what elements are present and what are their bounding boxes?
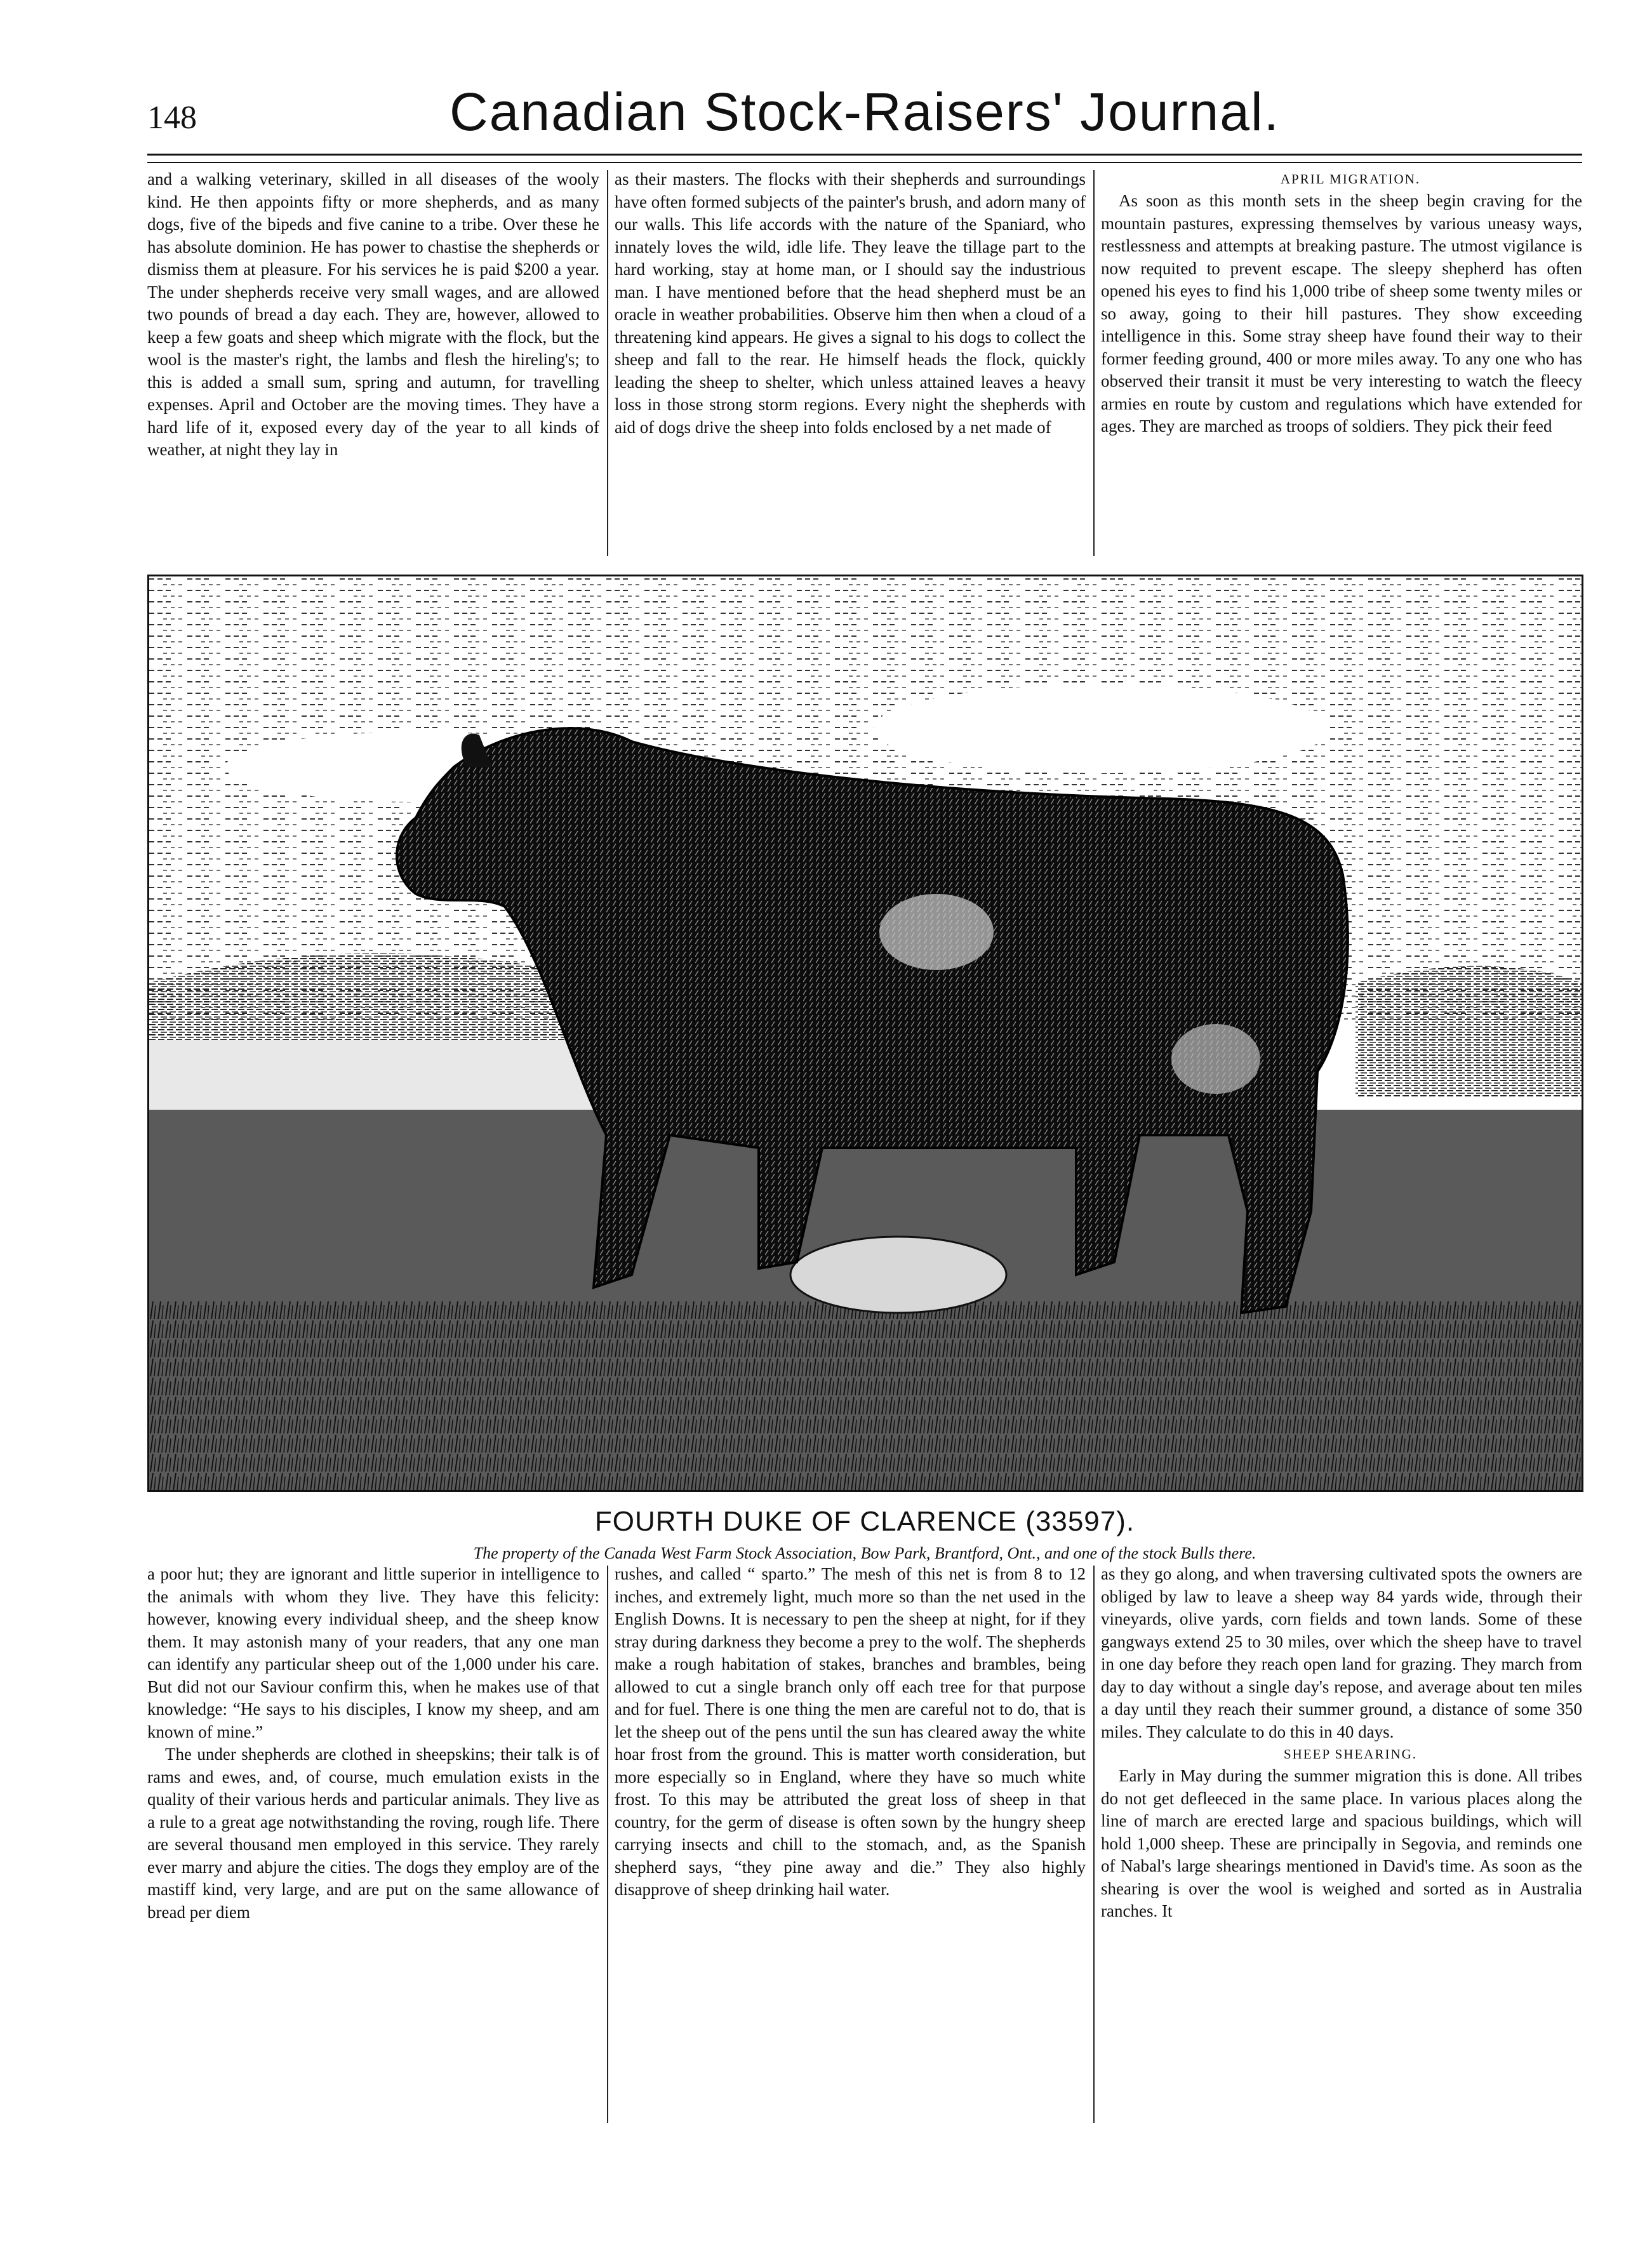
header-rule xyxy=(147,154,1582,163)
bottom-column-1 xyxy=(147,1563,599,2122)
section-heading-april-migration: APRIL MIGRATION. xyxy=(1280,171,1421,187)
column-rule xyxy=(1093,170,1095,556)
bull-engraving xyxy=(147,575,1583,1492)
column-rule xyxy=(607,170,608,556)
bottom-column-1-para-1: a poor hut; they are ignorant and little superior in intelligence to the animals with whom they live. They have this felicity: however, knowing every individual sheep, and the sheep know them. It may astonish many of your readers, that any one man can identify any particular sheep out of the 1,000 under his care. But did not our Saviour confirm this, when he makes use of that knowledge: “He says to his disciples, I know my sheep, and am known of mine.” xyxy=(147,1564,599,1741)
bottom-column-2-text: rushes, and called “ sparto.” The mesh of this net is from 8 to 12 inches, and extremely light, much more so than the net used in the English Downs. It is necessary to pen the sheep at night, for if they stray during darkness they become a prey to the wolf. The shepherds make a rough habitation of stakes, branches and brambles, being allowed to cut a single branch only off each tree for that purpose and for fuel. There is one thing the men are careful not to do, that is let the sheep out of the pens until the sun has cleared away the white hoar frost from the ground. This is matter worth consideration, but more especially so in England, where they have so much white frost. To this may be attributed the great loss of sheep in that country, for the germ of disease is often sown by the hungry sheep carrying insects and chill to the stomach, and, as the Spanish shepherd says, “they pine away and die.” They also highly disapprove of sheep drinking hail water. xyxy=(615,1564,1086,1899)
illustration-caption: The property of the Canada West Farm Stock Association, Bow Park, Brantford, Ont., and one of the stock Bulls there. xyxy=(473,1544,1256,1562)
top-column-2-text: as their masters. The flocks with their shepherds and surroundings have often formed subjects of the painter's brush, and adorn many of our walls. This life accords with the nature of the Spaniard, who innately loves the wild, idle life. They leave the tillage part to the hard working, stay at home man, or I should say the industrious man. I have mentioned before that the head shepherd must be an oracle in weather probabilities. Observe him then when a cloud of a threatening kind appears. He gives a signal to his dogs to collect the sheep and fall to the rear. He himself heads the flock, quickly leading the sheep to shelter, which unless attained leaves a heavy loss in those strong storm regions. Every night the shepherds with aid of dogs drive the sheep into folds enclosed by a net made of xyxy=(615,170,1086,437)
top-column-1-text: and a walking veterinary, skilled in all diseases of the wooly kind. He then appoints fifty or more shepherds, and as many dogs, five of the bipeds and five canine to a tribe. Over these he has absolute dominion. He has power to chastise the shepherds or dismiss them at pleasure. For his services he is paid $200 a year. The under shepherds receive very small wages, and are allowed two pounds of bread a day each. They are, however, allowed to keep a few goats and sheep which migrate with the flock, but the wool is the master's right, the lambs and flesh the hireling's; to this is added a small sum, spring and autumn, for travelling expenses. April and October are the moving times. They have a hard life of it, exposed every day of the year to all kinds of weather, at night they lay in xyxy=(147,170,599,459)
bottom-column-3 xyxy=(1101,1563,1582,2122)
rock xyxy=(790,1237,1006,1313)
coat-patch xyxy=(1171,1024,1260,1094)
top-column-1 xyxy=(147,168,599,557)
column-rule xyxy=(607,1566,608,2123)
top-column-3 xyxy=(1101,168,1582,557)
bottom-column-3-para-2: Early in May during the summer migration this is done. All tribes do not get defleeced in the same place. In various places along the line of march are erected large and spacious buildings, which will hold 1,000 sheep. These are principally in Segovia, and reminds one of Nabal's large shearings mentioned in David's time. As soon as the shearing is over the wool is weighed and sorted as in Australia ranches. It xyxy=(1101,1766,1582,1920)
journal-title: Canadian Stock-Raisers' Journal. xyxy=(450,82,1280,142)
illustration-title: FOURTH DUKE OF CLARENCE (33597). xyxy=(594,1506,1135,1537)
page-number: 148 xyxy=(147,100,197,136)
column-rule xyxy=(1093,1566,1095,2123)
bottom-column-3-para-1: as they go along, and when traversing cultivated spots the owners are obliged by law to leave a sheep way 84 yards wide, through their vineyards, olive yards, corn fields and town lands. Some of these gangways extend 25 to 30 miles, over which the sheep have to travel in one day before they reach open land for grazing. They march from day to day without a single day's repose, and average about ten miles a day until they reach their summer ground, a distance of some 350 miles. They calculate to do this in 40 days. xyxy=(1101,1564,1582,1741)
top-column-2 xyxy=(615,168,1086,557)
grass xyxy=(149,1300,1582,1490)
bull-illustration xyxy=(149,576,1582,1490)
cloud xyxy=(873,684,1330,773)
bottom-column-2 xyxy=(615,1563,1086,2122)
top-column-3-text: As soon as this month sets in the sheep begin craving for the mountain pastures, expressing themselves by various uneasy ways, restlessness and attempts at breaking pasture. The utmost vigilance is now requited to prevent escape. The sleepy shepherd has often opened his eyes to find his 1,000 tribe of sheep some twenty miles or so away, going to their hill pastures. They show exceeding intelligence in this. Some stray sheep have found their way to their former feeding ground, 400 or more miles away. To any one who has observed their transit it must be very interesting to watch the fleecy armies en route by custom and regulations which have extended for ages. They are marched as troops of soldiers. They pick their feed xyxy=(1101,191,1582,436)
page-header xyxy=(147,81,1582,157)
section-heading-sheep-shearing: SHEEP SHEARING. xyxy=(1283,1746,1418,1762)
coat-patch xyxy=(879,894,994,970)
hill-right xyxy=(1356,966,1582,1097)
bottom-column-1-para-2: The under shepherds are clothed in sheepskins; their talk is of rams and ewes, and, of course, much emulation exists in the quality of their various herds and particular animals. They live as a rule to a great age notwithstanding the roving, rough life. There are several thousand men employed in this service. They rarely ever marry and abjure the cities. The dogs they employ are of the mastiff kind, very large, and are put on the same allowance of bread per diem xyxy=(147,1745,599,1922)
